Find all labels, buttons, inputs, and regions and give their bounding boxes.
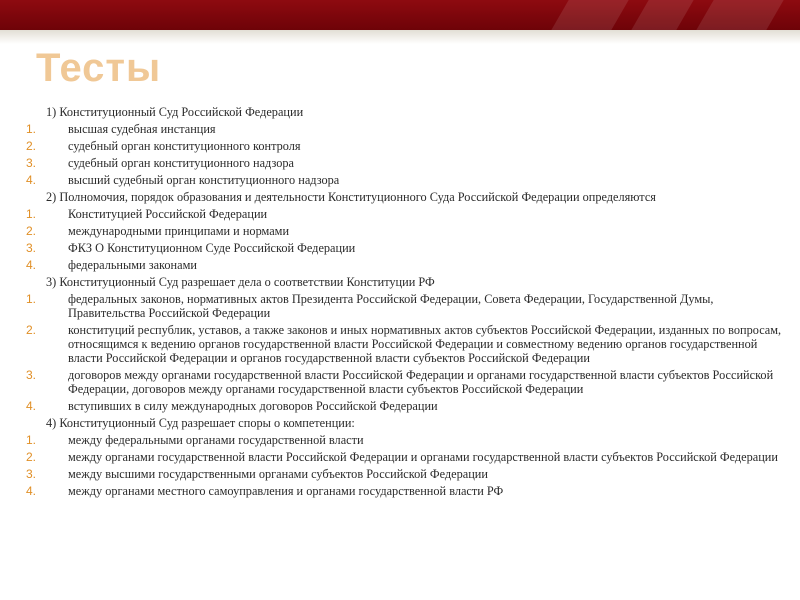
question-2: 2) Полномочия, порядок образования и деятельности Конституционного Суда Российской Федерации определяются xyxy=(46,189,656,204)
answer-option xyxy=(16,433,786,447)
answer-option xyxy=(16,484,786,498)
list-number: 1. xyxy=(26,121,37,136)
list-number: 3. xyxy=(26,466,37,481)
list-number: 2. xyxy=(26,449,37,464)
answer-option xyxy=(16,368,786,396)
header-stripe xyxy=(631,0,693,30)
answer-text: федеральных законов, нормативных актов Президента Российской Федерации, Совета Федерации, Государственной Думы, Правительства Российской Федерации xyxy=(68,291,714,320)
list-number: 4. xyxy=(26,398,37,413)
header-shadow xyxy=(0,30,800,44)
answer-option xyxy=(16,450,786,464)
answer-option xyxy=(16,258,786,272)
question-1: 1) Конституционный Суд Российской Федерации xyxy=(46,104,304,119)
answer-text: между органами местного самоуправления и органами государственной власти РФ xyxy=(68,483,504,498)
question-3: 3) Конституционный Суд разрешает дела о соответствии Конституции РФ xyxy=(46,274,435,289)
header-bar xyxy=(0,0,800,30)
list-number: 2. xyxy=(26,223,37,238)
answer-text: между федеральными органами государственной власти xyxy=(68,432,364,447)
answer-option xyxy=(16,156,786,170)
answer-option xyxy=(16,467,786,481)
list-number: 4. xyxy=(26,257,37,272)
answer-text: ФКЗ О Конституционном Суде Российской Федерации xyxy=(68,240,356,255)
answer-text: федеральными законами xyxy=(68,257,197,272)
list-number: 1. xyxy=(26,206,37,221)
answer-text: договоров между органами государственной власти Российской Федерации и органами государственной власти субъектов Российской Федерации, договоров между органами государственной власти субъектов Российской Федерации xyxy=(68,367,774,396)
list-number: 4. xyxy=(26,172,37,187)
answer-text: Конституцией Российской Федерации xyxy=(68,206,268,221)
list-number: 2. xyxy=(26,322,37,337)
header-stripe xyxy=(696,0,783,30)
answer-text: конституций республик, уставов, а также законов и иных нормативных актов субъектов Российской Федерации, изданных по вопросам, относящимся к ведению органов государственной власти Российской Федерации и совместному ведению органов государственной власти Российской Федерации и органов государственной власти субъектов Российской Федерации xyxy=(68,322,782,365)
list-number: 1. xyxy=(26,432,37,447)
answer-option xyxy=(16,323,786,365)
question-4: 4) Конституционный Суд разрешает споры о компетенции: xyxy=(46,415,355,430)
list-number: 3. xyxy=(26,155,37,170)
answer-text: высший судебный орган конституционного надзора xyxy=(68,172,340,187)
answer-text: международными принципами и нормами xyxy=(68,223,290,238)
answer-text: вступивших в силу международных договоров Российской Федерации xyxy=(68,398,438,413)
answer-option xyxy=(16,139,786,153)
list-number: 3. xyxy=(26,367,37,382)
header-stripe xyxy=(551,0,628,30)
answer-option xyxy=(16,399,786,413)
answer-option xyxy=(16,241,786,255)
answer-option xyxy=(16,173,786,187)
answer-option xyxy=(16,207,786,221)
answer-option xyxy=(16,122,786,136)
answer-option xyxy=(16,292,786,320)
answer-text: между высшими государственными органами субъектов Российской Федерации xyxy=(68,466,488,481)
list-number: 2. xyxy=(26,138,37,153)
slide-body xyxy=(16,103,786,501)
list-number: 1. xyxy=(26,291,37,306)
answer-option xyxy=(16,224,786,238)
slide-title: Тесты xyxy=(36,46,162,90)
list-number: 3. xyxy=(26,240,37,255)
answer-text: высшая судебная инстанция xyxy=(68,121,216,136)
list-number: 4. xyxy=(26,483,37,498)
answer-text: между органами государственной власти Российской Федерации и органами государственной власти субъектов Российской Федерации xyxy=(68,449,778,464)
answer-text: судебный орган конституционного контроля xyxy=(68,138,301,153)
answer-text: судебный орган конституционного надзора xyxy=(68,155,295,170)
